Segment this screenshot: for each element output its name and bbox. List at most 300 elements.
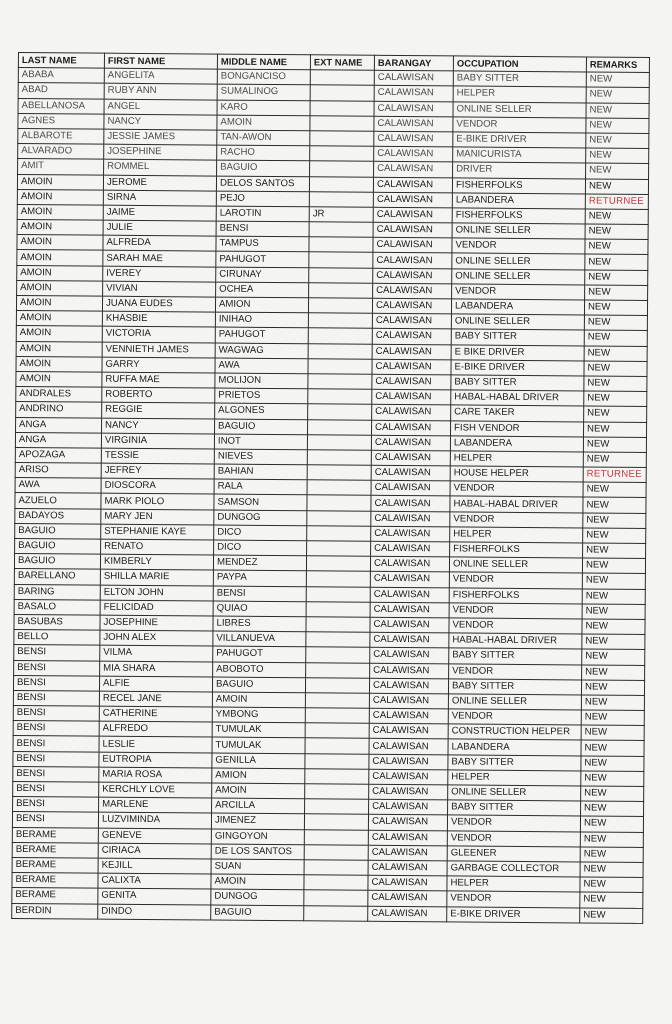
occupation-cell: VENDOR [449,618,582,634]
barangay-cell: CALAWISAN [373,268,452,284]
last-name-cell: BERAME [12,873,98,889]
remarks-cell: NEW [584,300,647,316]
remarks-cell: NEW [585,224,648,240]
barangay-cell: CALAWISAN [369,678,448,694]
remarks-cell: NEW [583,497,646,513]
last-name-cell: BADAYOS [15,508,101,524]
ext-name-cell [306,617,370,633]
occupation-cell: VENDOR [447,891,580,907]
middle-name-cell: BAGUIO [215,419,308,435]
first-name-cell: ALFREDA [103,235,216,251]
first-name-cell: JOSEPHINE [100,615,213,631]
middle-name-cell: PAHUGOT [213,646,306,662]
middle-name-cell: AMOIN [211,874,304,890]
occupation-cell: GLEENER [447,846,580,862]
first-name-cell: DIOSCORA [101,478,214,494]
last-name-cell: AZUELO [15,493,101,509]
barangay-cell: CALAWISAN [373,192,452,208]
first-name-cell: VIRGINIA [101,433,214,449]
middle-name-cell: KARO [217,100,310,116]
ext-name-cell [304,814,368,830]
occupation-cell: E-BIKE DRIVER [451,360,584,376]
occupation-cell: ONLINE SELLER [449,557,582,573]
last-name-cell: AMOIN [16,326,102,342]
middle-name-cell: DELOS SANTOS [216,176,309,192]
remarks-cell: NEW [586,163,649,179]
middle-name-cell: BENSI [213,586,306,602]
barangay-cell: CALAWISAN [368,830,447,846]
first-name-cell: KERCHLY LOVE [99,782,212,798]
remarks-cell: NEW [585,285,648,301]
ext-name-cell [309,237,373,253]
middle-name-cell: GINGOYON [211,829,304,845]
barangay-cell: CALAWISAN [374,101,453,117]
middle-name-cell: YMBONG [212,707,305,723]
last-name-cell: ABABA [18,68,104,84]
last-name-cell: APOZAGA [15,447,101,463]
last-name-cell: BERAME [12,827,98,843]
barangay-cell: CALAWISAN [368,845,447,861]
middle-name-cell: LAROTIN [216,206,309,222]
middle-name-cell: ALGONES [215,403,308,419]
table-body [12,68,650,923]
remarks-cell: NEW [585,270,648,286]
header-last-name: LAST NAME [18,53,104,69]
remarks-cell: NEW [584,361,647,377]
occupation-cell: FISH VENDOR [451,420,584,436]
barangay-cell: CALAWISAN [370,602,449,618]
remarks-cell: NEW [586,87,649,103]
ext-name-cell [306,556,370,572]
barangay-cell: CALAWISAN [374,162,453,178]
header-remarks: REMARKS [586,57,649,73]
first-name-cell: ANGEL [104,99,217,115]
occupation-cell: BABY SITTER [448,800,581,816]
occupation-cell: CONSTRUCTION HELPER [448,724,581,740]
first-name-cell: TESSIE [101,448,214,464]
last-name-cell: BELLO [14,630,100,646]
last-name-cell: AMOIN [17,250,103,266]
remarks-cell: NEW [583,437,646,453]
remarks-cell: NEW [582,649,645,665]
middle-name-cell: AMION [215,297,308,313]
occupation-cell: BABY SITTER [453,71,586,87]
remarks-cell: NEW [584,330,647,346]
last-name-cell: BENSI [12,812,98,828]
first-name-cell: VILMA [100,645,213,661]
barangay-cell: CALAWISAN [371,435,450,451]
occupation-cell: VENDOR [449,572,582,588]
barangay-cell: CALAWISAN [369,769,448,785]
middle-name-cell: DICO [214,540,307,556]
last-name-cell: BENSI [14,645,100,661]
middle-name-cell: DUNGOG [214,510,307,526]
middle-name-cell: ABOBOTO [213,662,306,678]
last-name-cell: BARING [14,584,100,600]
barangay-cell: CALAWISAN [368,860,447,876]
first-name-cell: KIMBERLY [100,554,213,570]
remarks-cell: NEW [580,877,643,893]
remarks-cell: NEW [581,680,644,696]
ext-name-cell [307,434,371,450]
last-name-cell: AMOIN [16,371,102,387]
middle-name-cell: TUMULAK [212,737,305,753]
last-name-cell: AMOIN [16,356,102,372]
middle-name-cell: JIMENEZ [211,813,304,829]
barangay-cell: CALAWISAN [372,344,451,360]
occupation-cell: ONLINE SELLER [452,223,585,239]
last-name-cell: ARISO [15,463,101,479]
middle-name-cell: BAHIAN [214,464,307,480]
last-name-cell: ANDRALES [16,387,102,403]
middle-name-cell: INOT [214,434,307,450]
ext-name-cell [309,283,373,299]
remarks-cell: NEW [580,862,643,878]
occupation-cell: HABAL-HABAL DRIVER [450,496,583,512]
first-name-cell: FELICIDAD [100,600,213,616]
ext-name-cell [308,343,372,359]
last-name-cell: AMOIN [16,311,102,327]
ext-name-cell [305,753,369,769]
remarks-cell: NEW [580,832,643,848]
barangay-cell: CALAWISAN [374,116,453,132]
last-name-cell: ALBAROTE [18,128,104,144]
occupation-cell: VENDOR [453,117,586,133]
occupation-cell: DRIVER [453,162,586,178]
ext-name-cell [310,85,374,101]
last-name-cell: BENSI [13,751,99,767]
ext-name-cell [307,526,371,542]
ext-name-cell [310,131,374,147]
occupation-cell: E-BIKE DRIVER [453,132,586,148]
barangay-cell: CALAWISAN [369,693,448,709]
middle-name-cell: RACHO [217,145,310,161]
remarks-cell: NEW [581,740,644,756]
remarks-cell: RETURNEE [585,194,648,210]
barangay-cell: CALAWISAN [370,617,449,633]
header-occupation: OCCUPATION [453,56,586,72]
header-middle-name: MIDDLE NAME [217,54,310,70]
last-name-cell: BENSI [13,690,99,706]
first-name-cell: MARIA ROSA [99,767,212,783]
middle-name-cell: AWA [215,358,308,374]
first-name-cell: VICTORIA [102,327,215,343]
remarks-cell: NEW [586,72,649,88]
barangay-cell: CALAWISAN [370,632,449,648]
middle-name-cell: MOLIJON [215,373,308,389]
barangay-cell: CALAWISAN [370,663,449,679]
last-name-cell: BERAME [12,842,98,858]
ext-name-cell [310,100,374,116]
last-name-cell: AWA [15,478,101,494]
barangay-cell: CALAWISAN [371,481,450,497]
barangay-cell: CALAWISAN [372,405,451,421]
barangay-cell: CALAWISAN [371,450,450,466]
header-first-name: FIRST NAME [104,53,217,69]
occupation-cell: ONLINE SELLER [448,694,581,710]
ext-name-cell [308,419,372,435]
middle-name-cell: PEJO [216,191,309,207]
middle-name-cell: DE LOS SANTOS [211,844,304,860]
middle-name-cell: DUNGOG [211,889,304,905]
ext-name-cell [309,176,373,192]
ext-name-cell [308,328,372,344]
first-name-cell: RUBY ANN [104,84,217,100]
remarks-cell: NEW [582,619,645,635]
last-name-cell: AMIT [18,159,104,175]
ext-name-cell [304,860,368,876]
first-name-cell: CATHERINE [99,706,212,722]
ext-name-cell [307,510,371,526]
ext-name-cell [305,723,369,739]
middle-name-cell: PAHUGOT [215,327,308,343]
occupation-cell: E BIKE DRIVER [451,344,584,360]
occupation-cell: VENDOR [449,603,582,619]
last-name-cell: BENSI [14,660,100,676]
occupation-cell: MANICURISTA [453,147,586,163]
last-name-cell: AMOIN [16,295,102,311]
occupation-cell: VENDOR [450,512,583,528]
last-name-cell: ANGA [16,417,102,433]
occupation-cell: LABANDERA [451,299,584,315]
ext-name-cell [310,146,374,162]
middle-name-cell: BENSI [216,221,309,237]
ext-name-cell [304,905,368,921]
barangay-cell: CALAWISAN [373,283,452,299]
barangay-cell: CALAWISAN [368,815,447,831]
last-name-cell: AMOIN [17,235,103,251]
barangay-cell: CALAWISAN [370,556,449,572]
ext-name-cell [305,738,369,754]
occupation-cell: VENDOR [447,830,580,846]
barangay-cell: CALAWISAN [369,708,448,724]
occupation-cell: VENDOR [448,709,581,725]
remarks-cell: NEW [585,239,648,255]
last-name-cell: ALVARADO [18,144,104,160]
occupation-cell: BABY SITTER [451,375,584,391]
last-name-cell: BENSI [13,797,99,813]
remarks-cell: NEW [580,847,643,863]
barangay-cell: CALAWISAN [373,177,452,193]
occupation-cell: LABANDERA [448,739,581,755]
middle-name-cell: QUIAO [213,601,306,617]
remarks-cell: NEW [580,816,643,832]
last-name-cell: BENSI [13,736,99,752]
middle-name-cell: RALA [214,479,307,495]
ext-name-cell [308,313,372,329]
middle-name-cell: MENDEZ [213,555,306,571]
occupation-cell: FISHERFOLKS [452,208,585,224]
last-name-cell: AMOIN [17,189,103,205]
occupation-cell: E-BIKE DRIVER [447,906,580,922]
ext-name-cell [309,252,373,268]
first-name-cell: MARY JEN [101,509,214,525]
last-name-cell: BAGUIO [14,554,100,570]
first-name-cell: JUANA EUDES [102,296,215,312]
remarks-cell: NEW [581,710,644,726]
remarks-cell: NEW [583,528,646,544]
last-name-cell: AMOIN [17,174,103,190]
first-name-cell: JESSIE JAMES [104,129,217,145]
barangay-cell: CALAWISAN [373,207,452,223]
ext-name-cell [305,799,369,815]
last-name-cell: BENSI [13,721,99,737]
occupation-cell: GARBAGE COLLECTOR [447,861,580,877]
occupation-cell: BABY SITTER [449,648,582,664]
remarks-cell: NEW [584,391,647,407]
occupation-cell: HELPER [447,876,580,892]
remarks-cell: NEW [583,482,646,498]
occupation-cell: ONLINE SELLER [452,253,585,269]
occupation-cell: BABY SITTER [448,679,581,695]
barangay-cell: CALAWISAN [373,253,452,269]
remarks-cell: NEW [585,178,648,194]
last-name-cell: BASUBAS [14,614,100,630]
middle-name-cell: GENILLA [212,753,305,769]
middle-name-cell: PAHUGOT [216,251,309,267]
last-name-cell: BASALO [14,599,100,615]
barangay-cell: CALAWISAN [372,359,451,375]
middle-name-cell: TAMPUS [216,236,309,252]
occupation-cell: HELPER [453,86,586,102]
middle-name-cell: OCHEA [216,282,309,298]
last-name-cell: BAGUIO [15,538,101,554]
middle-name-cell: PRIETOS [215,388,308,404]
middle-name-cell: BAGUIO [211,905,304,921]
remarks-cell: NEW [581,695,644,711]
barangay-cell: CALAWISAN [371,526,450,542]
first-name-cell: RENATO [101,539,214,555]
first-name-cell: SHILLA MARIE [100,570,213,586]
occupation-cell: ONLINE SELLER [453,101,586,117]
middle-name-cell: WAGWAG [215,343,308,359]
barangay-cell: CALAWISAN [373,238,452,254]
last-name-cell: ABELLANOSA [18,98,104,114]
ext-name-cell [307,480,371,496]
first-name-cell: KEJILL [98,858,211,874]
ext-name-cell [305,708,369,724]
barangay-cell: CALAWISAN [372,389,451,405]
remarks-cell: NEW [585,209,648,225]
beneficiary-table [11,52,650,924]
barangay-cell: CALAWISAN [372,329,451,345]
first-name-cell: RECEL JANE [99,691,212,707]
remarks-cell: NEW [586,148,649,164]
middle-name-cell: NIEVES [214,449,307,465]
remarks-cell: NEW [585,254,648,270]
ext-name-cell [310,70,374,86]
ext-name-cell [305,677,369,693]
last-name-cell: BERAME [12,857,98,873]
first-name-cell: VENNIETH JAMES [102,342,215,358]
remarks-cell: NEW [583,543,646,559]
middle-name-cell: SUMALINOG [217,84,310,100]
remarks-cell: NEW [582,573,645,589]
occupation-cell: HOUSE HELPER [450,466,583,482]
occupation-cell: HELPER [450,527,583,543]
ext-name-cell [305,693,369,709]
ext-name-cell [306,632,370,648]
barangay-cell: CALAWISAN [374,131,453,147]
remarks-cell: NEW [581,725,644,741]
middle-name-cell: TUMULAK [212,722,305,738]
barangay-cell: CALAWISAN [368,875,447,891]
remarks-cell: NEW [586,103,649,119]
first-name-cell: GENITA [98,888,211,904]
barangay-cell: CALAWISAN [372,420,451,436]
barangay-cell: CALAWISAN [373,222,452,238]
ext-name-cell [308,389,372,405]
first-name-cell: ALFREDO [99,721,212,737]
barangay-cell: CALAWISAN [371,496,450,512]
remarks-cell: NEW [581,756,644,772]
barangay-cell: CALAWISAN [372,298,451,314]
occupation-cell: LABANDERA [452,193,585,209]
remarks-cell: NEW [581,786,644,802]
ext-name-cell [308,298,372,314]
first-name-cell: MARLENE [99,797,212,813]
remarks-cell: NEW [586,133,649,149]
ext-name-cell [309,267,373,283]
ext-name-cell [308,404,372,420]
first-name-cell: JOHN ALEX [100,630,213,646]
remarks-cell: NEW [583,452,646,468]
header-ext-name: EXT NAME [310,55,374,71]
first-name-cell: ROBERTO [102,387,215,403]
ext-name-cell [307,450,371,466]
occupation-cell: FISHERFOLKS [450,542,583,558]
middle-name-cell: BONGANCISO [217,69,310,85]
ext-name-cell [306,602,370,618]
first-name-cell: IVEREY [103,266,216,282]
middle-name-cell: AMION [212,768,305,784]
last-name-cell: AMOIN [17,280,103,296]
occupation-cell: BABY SITTER [448,755,581,771]
first-name-cell: KHASBIE [102,311,215,327]
remarks-cell: NEW [580,892,643,908]
first-name-cell: ROMMEL [104,159,217,175]
barangay-cell: CALAWISAN [371,541,450,557]
ext-name-cell [308,374,372,390]
remarks-cell: NEW [582,634,645,650]
first-name-cell: MARK PIOLO [101,494,214,510]
occupation-cell: LABANDERA [450,436,583,452]
last-name-cell: ANDRINO [16,402,102,418]
barangay-cell: CALAWISAN [369,739,448,755]
ext-name-cell [310,116,374,132]
first-name-cell: CALIXTA [98,873,211,889]
first-name-cell: REGGIE [102,402,215,418]
first-name-cell: ANGELITA [104,68,217,84]
ext-name-cell [309,191,373,207]
first-name-cell: LESLIE [99,737,212,753]
ext-name-cell [306,662,370,678]
middle-name-cell: TAN-AWON [217,130,310,146]
first-name-cell: VIVIAN [103,281,216,297]
occupation-cell: HABAL-HABAL DRIVER [451,390,584,406]
occupation-cell: ONLINE SELLER [448,785,581,801]
first-name-cell: GENEVE [98,828,211,844]
barangay-cell: CALAWISAN [370,587,449,603]
ext-name-cell [309,222,373,238]
barangay-cell: CALAWISAN [374,70,453,86]
middle-name-cell: SUAN [211,859,304,875]
remarks-cell: NEW [584,346,647,362]
remarks-cell: NEW [584,315,647,331]
ext-name-cell [304,829,368,845]
remarks-cell: NEW [580,907,643,923]
first-name-cell: JAIME [103,205,216,221]
